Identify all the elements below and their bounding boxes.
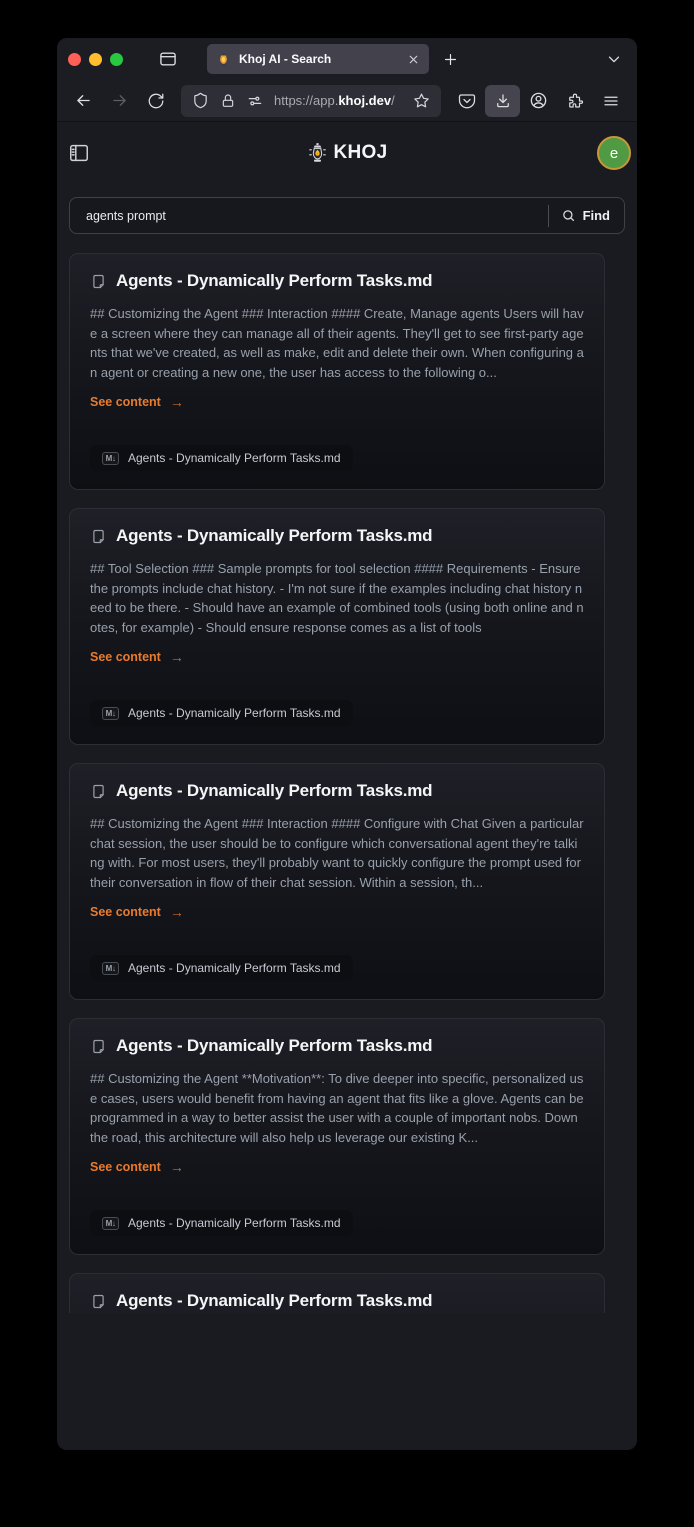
extensions-button[interactable] [557, 85, 592, 117]
bookmark-star-icon[interactable] [413, 92, 430, 109]
reload-icon [147, 92, 165, 110]
see-content-link[interactable]: See content → [90, 904, 184, 920]
shield-icon[interactable] [192, 92, 209, 109]
forward-button[interactable] [102, 85, 137, 117]
file-name: Agents - Dynamically Perform Tasks.md [128, 451, 341, 465]
search-input[interactable] [84, 208, 548, 224]
note-icon [90, 783, 107, 800]
result-title: Agents - Dynamically Perform Tasks.md [116, 1291, 433, 1310]
minimize-window-button[interactable] [89, 53, 102, 66]
browser-window [57, 38, 637, 1450]
result-title: Agents - Dynamically Perform Tasks.md [116, 781, 433, 800]
note-icon [90, 273, 107, 290]
downloads-button[interactable] [485, 85, 520, 117]
plus-icon [442, 51, 459, 68]
browser-navbar [57, 80, 637, 122]
result-snippet: ## Customizing the Agent **Motivation**: To dive deeper into specific, personalized use cases, users would benefit from having an agent that fits like a glove. Agents can be programmed in a way to better assist the user with a couple of important nobs. Down the road, this architecture will also help us leverage our existing K... [90, 1071, 584, 1145]
khoj-page [57, 122, 637, 1450]
search-result-card [69, 253, 605, 490]
sidebar-toggle-button[interactable] [68, 142, 90, 164]
search-bar [69, 197, 625, 234]
pocket-icon [458, 92, 476, 110]
pocket-button[interactable] [449, 85, 484, 117]
note-icon [90, 1038, 107, 1055]
page-header [57, 122, 637, 184]
find-button[interactable]: Find [548, 205, 624, 227]
account-icon [529, 91, 548, 110]
file-chip[interactable] [90, 1210, 353, 1236]
search-result-card-partial [69, 1273, 605, 1313]
firefox-view-button[interactable] [158, 49, 178, 69]
close-window-button[interactable] [68, 53, 81, 66]
permissions-sliders-icon[interactable] [247, 93, 263, 109]
browser-tab[interactable] [207, 44, 429, 74]
result-title: Agents - Dynamically Perform Tasks.md [116, 526, 433, 545]
markdown-icon: M↓ [102, 1217, 119, 1230]
search-result-card [69, 508, 605, 745]
file-chip[interactable] [90, 700, 353, 726]
chevron-down-icon [605, 50, 623, 68]
firefox-view-icon [158, 49, 178, 69]
search-result-card [69, 1018, 605, 1255]
search-results-list [69, 253, 605, 1313]
arrow-left-icon [74, 91, 93, 110]
download-icon [494, 92, 512, 110]
file-chip[interactable] [90, 445, 353, 471]
note-icon [90, 528, 107, 545]
new-tab-button[interactable] [442, 51, 459, 68]
khoj-lantern-icon [307, 142, 329, 164]
account-button[interactable] [521, 85, 556, 117]
file-name: Agents - Dynamically Perform Tasks.md [128, 706, 341, 720]
file-name: Agents - Dynamically Perform Tasks.md [128, 961, 341, 975]
file-name: Agents - Dynamically Perform Tasks.md [128, 1216, 341, 1230]
result-snippet: ## Customizing the Agent ### Interaction #### Create, Manage agents Users will have a screen where they can manage all of their agents. They'll get to see first-party agents that we've created, as well as make, edit and delete their own. When configuring an agent or creating a new one, the user has access to the following o... [90, 306, 584, 380]
hamburger-icon [602, 92, 620, 110]
result-title: Agents - Dynamically Perform Tasks.md [116, 271, 433, 290]
tab-close-icon[interactable] [407, 53, 420, 66]
arrow-right-icon: → [169, 904, 184, 920]
zoom-window-button[interactable] [110, 53, 123, 66]
browser-titlebar [57, 38, 637, 80]
search-result-card [69, 763, 605, 1000]
result-snippet: ## Tool Selection ### Sample prompts for tool selection #### Requirements - Ensure the prompts include chat history. - I'm not sure if the examples including chat history need to be there. - Should have an example of combined tools (using both online and notes, for example) - Should ensure response comes as a list of tools [90, 561, 584, 635]
tab-title: Khoj AI - Search [239, 52, 332, 66]
result-title: Agents - Dynamically Perform Tasks.md [116, 1036, 433, 1055]
logo-text: KHOJ [333, 142, 388, 163]
arrow-right-icon: → [169, 649, 184, 665]
see-content-link[interactable]: See content → [90, 1159, 184, 1175]
markdown-icon: M↓ [102, 452, 119, 465]
note-icon [90, 1293, 107, 1310]
arrow-right-icon [110, 91, 129, 110]
puzzle-icon [566, 92, 584, 110]
arrow-right-icon: → [169, 394, 184, 410]
result-snippet: ## Customizing the Agent ### Interaction #### Configure with Chat Given a particular chat session, the user should be to configure which conversational agent they're talking with. For most users, they'll probably want to quickly configure the prompt used for their conversation in flow of their chat session. Within a session, th... [90, 816, 584, 890]
list-all-tabs-button[interactable] [605, 50, 623, 68]
panel-toggle-icon [68, 142, 90, 164]
khoj-lantern-favicon-icon [216, 52, 231, 67]
lock-icon[interactable] [220, 93, 236, 109]
back-button[interactable] [66, 85, 101, 117]
markdown-icon: M↓ [102, 962, 119, 975]
menu-button[interactable] [593, 85, 628, 117]
arrow-right-icon: → [169, 1159, 184, 1175]
see-content-link[interactable]: See content → [90, 394, 184, 410]
traffic-lights [68, 53, 123, 66]
url-text[interactable]: https://app.khoj.dev/ [274, 93, 395, 108]
reload-button[interactable] [138, 85, 173, 117]
search-icon [561, 208, 576, 223]
file-chip[interactable] [90, 955, 353, 981]
avatar[interactable]: e [597, 136, 631, 170]
markdown-icon: M↓ [102, 707, 119, 720]
url-bar[interactable] [181, 85, 441, 117]
khoj-logo [307, 142, 388, 164]
see-content-link[interactable]: See content → [90, 649, 184, 665]
